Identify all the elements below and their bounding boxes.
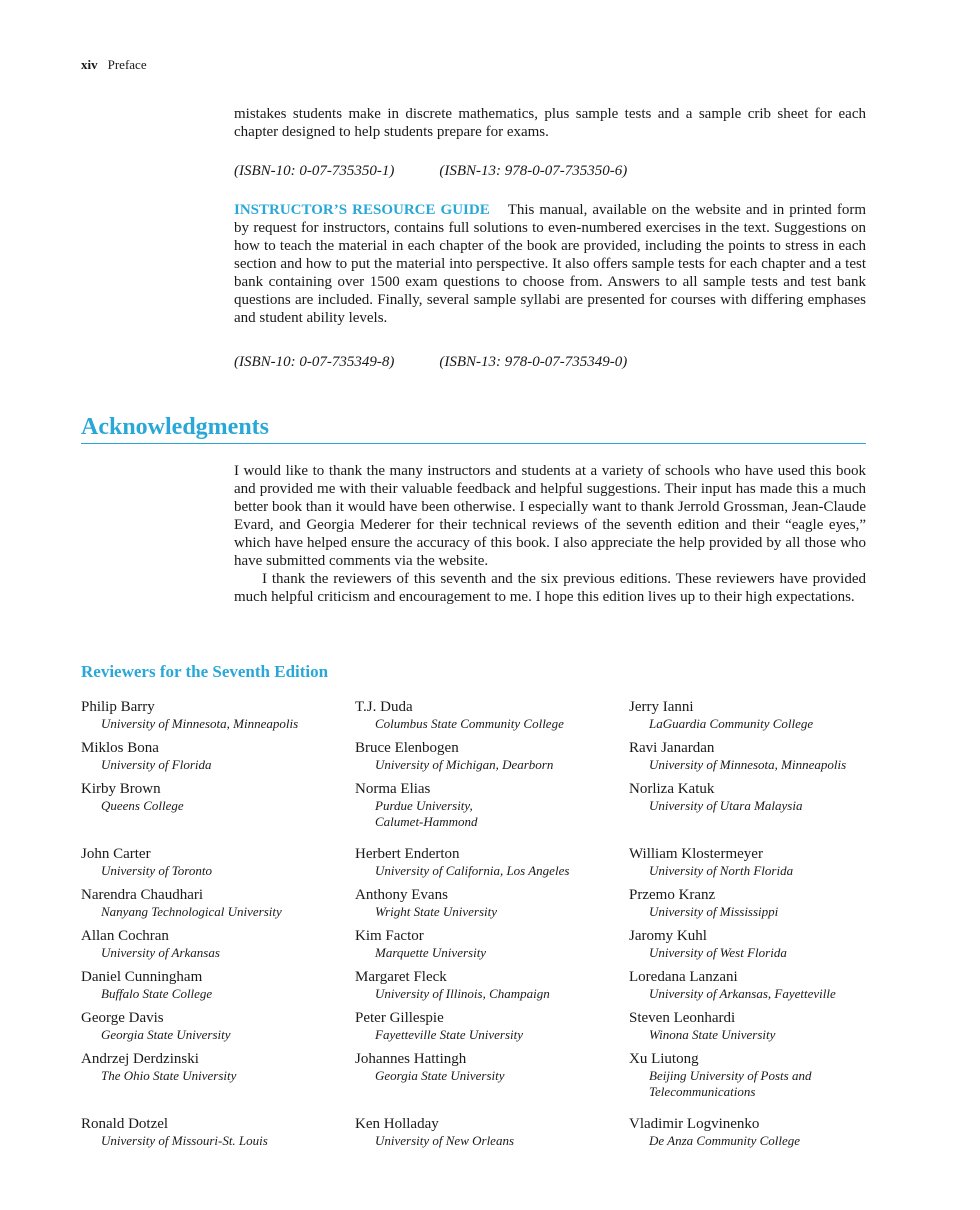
acknowledgments-heading: Acknowledgments bbox=[81, 412, 866, 444]
reviewer-entry bbox=[355, 887, 625, 920]
reviewer-entry bbox=[355, 699, 625, 732]
reviewer-entry bbox=[81, 740, 351, 773]
reviewer-name: Norma Elias bbox=[355, 781, 431, 797]
reviewer-name: Herbert Enderton bbox=[355, 846, 460, 862]
instructor-guide-text: This manual, available on the website and in printed form by request for instructors, contains full solutions to even-numbered exercises in the text. Suggestions on how to teach the material in each chapter of the book are provided, including the points to stress in each section and how to put the material into perspective. It also offers sample tests for each chapter and a test bank containing over 1500 exam questions to choose from. Answers to all sample tests and test bank questions are included. Finally, several sample syllabi are presented for courses with differing emphases and student ability levels. bbox=[234, 202, 866, 326]
instructor-isbn-line bbox=[234, 354, 627, 371]
reviewer-entry bbox=[629, 740, 899, 773]
reviewer-affiliation: University of Arkansas, Fayetteville bbox=[649, 986, 836, 1001]
reviewer-affiliation: Beijing University of Posts and bbox=[649, 1068, 812, 1083]
reviewer-name: Steven Leonhardi bbox=[629, 1010, 736, 1026]
reviewer-name: Ken Holladay bbox=[355, 1116, 439, 1132]
reviewer-entry bbox=[81, 928, 351, 961]
reviewer-entry bbox=[81, 846, 351, 879]
reviewer-affiliation: University of Illinois, Champaign bbox=[375, 986, 550, 1001]
reviewer-entry bbox=[629, 928, 899, 961]
reviewer-affiliation: University of Florida bbox=[101, 757, 212, 772]
reviewer-entry bbox=[355, 928, 625, 961]
reviewer-affiliation: University of Utara Malaysia bbox=[649, 798, 803, 813]
reviewer-entry bbox=[355, 1010, 625, 1043]
reviewer-affiliation: University of Minnesota, Minneapolis bbox=[649, 757, 847, 772]
reviewer-affiliation: University of Missouri-St. Louis bbox=[101, 1133, 268, 1148]
reviewer-entry bbox=[81, 1010, 351, 1043]
reviewers-heading: Reviewers for the Seventh Edition bbox=[81, 662, 329, 681]
reviewer-affiliation: University of Arkansas bbox=[101, 945, 220, 960]
reviewer-entry bbox=[355, 1116, 625, 1149]
reviewer-affiliation: Queens College bbox=[101, 798, 184, 813]
reviewer-affiliation: Wright State University bbox=[375, 904, 498, 919]
reviewer-name: George Davis bbox=[81, 1010, 164, 1026]
isbn-13: (ISBN-13: 978-0-07-735350-6) bbox=[439, 163, 628, 179]
reviewer-name: Przemo Kranz bbox=[629, 887, 716, 903]
reviewer-affiliation: University of North Florida bbox=[649, 863, 794, 878]
reviewer-entry bbox=[629, 1051, 899, 1100]
reviewer-affiliation: University of Minnesota, Minneapolis bbox=[101, 716, 299, 731]
reviewer-name: Jerry Ianni bbox=[629, 699, 694, 715]
reviewer-affiliation: De Anza Community College bbox=[649, 1133, 801, 1148]
reviewer-affiliation: Calumet-Hammond bbox=[375, 814, 478, 829]
reviewer-affiliation: University of Michigan, Dearborn bbox=[375, 757, 554, 772]
reviewer-name: William Klostermeyer bbox=[629, 846, 763, 862]
reviewer-entry bbox=[81, 781, 351, 814]
reviewer-affiliation: Winona State University bbox=[649, 1027, 776, 1042]
intro-text: mistakes students make in discrete mathematics, plus sample tests and a sample crib sheet for each chapter designed to help students prepare for exams. bbox=[234, 106, 866, 140]
reviewer-affiliation: The Ohio State University bbox=[101, 1068, 237, 1083]
reviewer-affiliation: University of California, Los Angeles bbox=[375, 863, 570, 878]
reviewer-entry bbox=[355, 740, 625, 773]
reviewer-affiliation: LaGuardia Community College bbox=[649, 716, 814, 731]
reviewer-name: Vladimir Logvinenko bbox=[629, 1116, 760, 1132]
reviewer-entry bbox=[81, 1051, 351, 1084]
reviewer-entry bbox=[629, 1116, 899, 1149]
reviewer-name: Margaret Fleck bbox=[355, 969, 447, 985]
reviewer-name: T.J. Duda bbox=[355, 699, 413, 715]
instructor-guide-heading: INSTRUCTOR’S RESOURCE GUIDE bbox=[234, 202, 490, 218]
acknowledgments-paragraph-1: I would like to thank the many instructors and students at a variety of schools who have used this book and provided me with their valuable feedback and helpful suggestions. Their input has made this a much better book than it would have been otherwise. I especially want to thank Jerrold Grossman, Jean-Claude Evard, and Georgia Mederer for their technical reviews of the seventh edition and their “eagle eyes,” which have helped ensure the accuracy of this book. I also appreciate the help provided by all those who have submitted comments via the website. bbox=[234, 463, 866, 569]
reviewer-name: Loredana Lanzani bbox=[629, 969, 738, 985]
reviewer-entry bbox=[81, 1116, 351, 1149]
reviewer-name: Kirby Brown bbox=[81, 781, 161, 797]
reviewer-name: Kim Factor bbox=[355, 928, 424, 944]
running-title: Preface bbox=[107, 57, 147, 72]
reviewer-name: Norliza Katuk bbox=[629, 781, 715, 797]
running-head bbox=[81, 57, 147, 73]
reviewer-affiliation: Columbus State Community College bbox=[375, 716, 564, 731]
reviewer-entry bbox=[81, 699, 351, 732]
reviewer-affiliation: Purdue University, bbox=[375, 798, 473, 813]
reviewer-affiliation: Fayetteville State University bbox=[375, 1027, 523, 1042]
instructor-guide-paragraph bbox=[234, 201, 866, 327]
reviewer-affiliation: Georgia State University bbox=[101, 1027, 231, 1042]
reviewer-entry bbox=[81, 969, 351, 1002]
reviewer-affiliation: University of Toronto bbox=[101, 863, 212, 878]
reviewer-name: Xu Liutong bbox=[629, 1051, 699, 1067]
acknowledgments-body bbox=[234, 462, 866, 606]
acknowledgments-paragraph-2: I thank the reviewers of this seventh and the six previous editions. These reviewers have provided much helpful criticism and encouragement to me. I hope this edition lives up to their high expectations. bbox=[234, 571, 866, 605]
reviewer-name: Peter Gillespie bbox=[355, 1010, 444, 1026]
reviewer-entry bbox=[629, 846, 899, 879]
reviewer-entry bbox=[355, 781, 625, 830]
reviewer-name: Allan Cochran bbox=[81, 928, 169, 944]
reviewer-entry bbox=[355, 1051, 625, 1084]
reviewer-name: Ravi Janardan bbox=[629, 740, 715, 756]
page-number: xiv bbox=[81, 57, 98, 72]
isbn-10: (ISBN-10: 0-07-735349-8) bbox=[234, 354, 395, 370]
reviewer-affiliation: University of New Orleans bbox=[375, 1133, 515, 1148]
reviewer-name: Philip Barry bbox=[81, 699, 155, 715]
reviewer-affiliation: Marquette University bbox=[375, 945, 487, 960]
reviewer-affiliation: Nanyang Technological University bbox=[101, 904, 282, 919]
reviewer-name: Andrzej Derdzinski bbox=[81, 1051, 199, 1067]
reviewer-name: Anthony Evans bbox=[355, 887, 448, 903]
reviewer-entry bbox=[629, 781, 899, 814]
reviewer-affiliation: University of West Florida bbox=[649, 945, 787, 960]
reviewer-name: Ronald Dotzel bbox=[81, 1116, 169, 1132]
intro-isbn-line bbox=[234, 163, 627, 180]
reviewer-affiliation: Telecommunications bbox=[649, 1084, 756, 1099]
reviewer-affiliation: University of Mississippi bbox=[649, 904, 779, 919]
reviewer-name: Daniel Cunningham bbox=[81, 969, 203, 985]
isbn-10: (ISBN-10: 0-07-735350-1) bbox=[234, 163, 395, 179]
reviewer-name: Jaromy Kuhl bbox=[629, 928, 707, 944]
reviewer-affiliation: Georgia State University bbox=[375, 1068, 505, 1083]
reviewer-entry bbox=[355, 846, 625, 879]
reviewer-entry bbox=[629, 1010, 899, 1043]
reviewer-name: Narendra Chaudhari bbox=[81, 887, 204, 903]
reviewer-affiliation: Buffalo State College bbox=[101, 986, 213, 1001]
reviewer-name: John Carter bbox=[81, 846, 151, 862]
reviewer-entry bbox=[629, 969, 899, 1002]
reviewer-name: Johannes Hattingh bbox=[355, 1051, 467, 1067]
reviewer-entry bbox=[629, 887, 899, 920]
reviewer-name: Bruce Elenbogen bbox=[355, 740, 459, 756]
reviewer-entry bbox=[355, 969, 625, 1002]
intro-paragraph bbox=[234, 105, 866, 141]
reviewer-entry bbox=[629, 699, 899, 732]
reviewer-name: Miklos Bona bbox=[81, 740, 159, 756]
reviewer-entry bbox=[81, 887, 351, 920]
isbn-13: (ISBN-13: 978-0-07-735349-0) bbox=[439, 354, 628, 370]
